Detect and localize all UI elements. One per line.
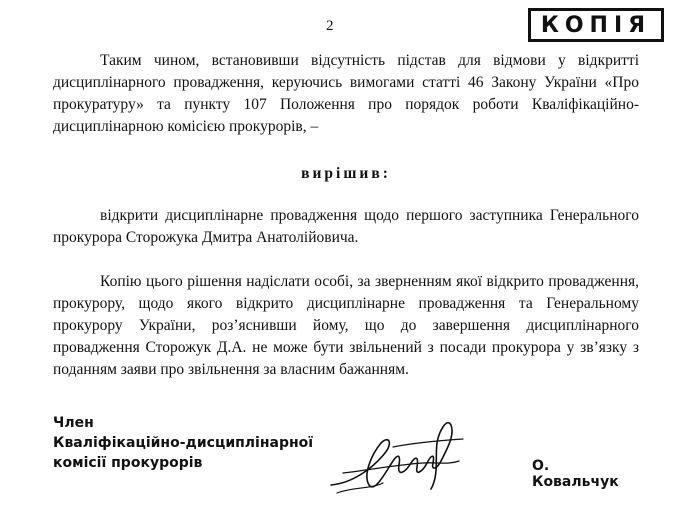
copy-stamp: КОПІЯ — [528, 8, 664, 42]
paragraph-grounds: Таким чином, встановивши відсутність підстав для відмови у відкритті дисциплінарного провадження, керуючись вимогами статті 46 Закону України «Про прокуратуру» та пункту 107 Положення про порядок роботи Кваліфікаційно-дисциплінарною комісією прокурорів, – — [53, 52, 639, 135]
page-number: 2 — [326, 18, 334, 34]
handwritten-signature — [323, 413, 473, 503]
signer-title-line3: комісії прокурорів — [53, 455, 203, 471]
paragraph-copy: Копію цього рішення надіслати особі, за зверненням якої відкрито провадження, прокурору, щодо якого відкрито дисциплінарне провадження та Генеральному прокурору України, роз’яснивши йому, що до завершення дисциплінарного провадження Сторожук Д.А. не може бути звільнений з посади прокурора у зв’язку з поданням заяви про звільнення за власним бажанням. — [53, 273, 639, 378]
decision-heading: вирішив: — [301, 165, 391, 182]
document-body — [53, 50, 639, 381]
signer-title-line1: Член — [53, 415, 94, 431]
signer-name: О. Ковальчук — [532, 458, 619, 490]
paragraph-decision: відкрити дисциплінарне провадження щодо першого заступника Генерального прокурора Сторожука Дмитра Анатолійовича. — [53, 207, 639, 246]
signature-block — [53, 413, 639, 503]
signer-title-line2: Кваліфікаційно-дисциплінарної — [53, 435, 314, 451]
signer-title — [53, 413, 313, 473]
